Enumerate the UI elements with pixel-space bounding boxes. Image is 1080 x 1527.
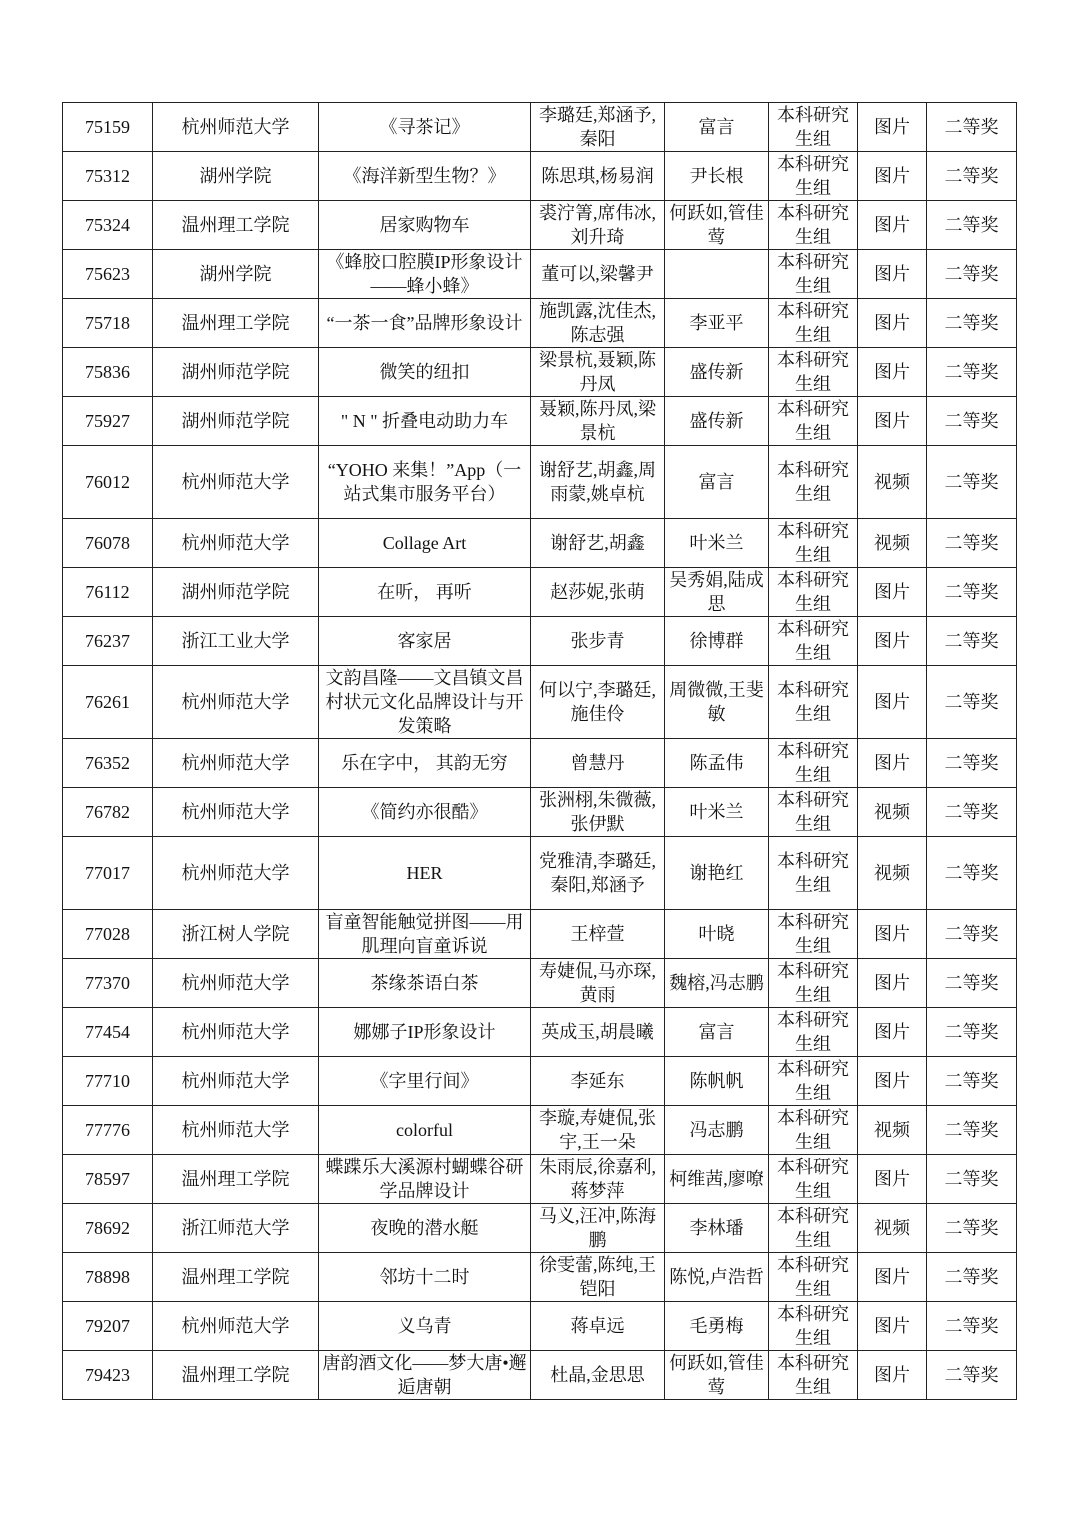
category-cell: 视频 <box>858 1106 927 1155</box>
group-cell: 本科研究生组 <box>769 519 858 568</box>
school-cell: 温州理工学院 <box>153 299 319 348</box>
entry-id-cell: 77028 <box>63 910 153 959</box>
authors-cell: 杜晶,金思思 <box>531 1351 665 1400</box>
table-row <box>63 910 1017 959</box>
advisor-cell <box>665 250 769 299</box>
award-cell: 二等奖 <box>927 1106 1017 1155</box>
entry-id-cell: 75836 <box>63 348 153 397</box>
category-cell: 图片 <box>858 666 927 739</box>
award-cell: 二等奖 <box>927 666 1017 739</box>
school-cell: 湖州师范学院 <box>153 397 319 446</box>
group-cell: 本科研究生组 <box>769 837 858 910</box>
award-cell: 二等奖 <box>927 103 1017 152</box>
category-cell: 视频 <box>858 1204 927 1253</box>
advisor-cell: 盛传新 <box>665 397 769 446</box>
entry-id-cell: 75927 <box>63 397 153 446</box>
category-cell: 图片 <box>858 397 927 446</box>
award-cell: 二等奖 <box>927 739 1017 788</box>
authors-cell: 陈思琪,杨易润 <box>531 152 665 201</box>
entry-id-cell: 76261 <box>63 666 153 739</box>
authors-cell: 张洲栩,朱微薇,张伊默 <box>531 788 665 837</box>
category-cell: 图片 <box>858 1253 927 1302</box>
school-cell: 杭州师范大学 <box>153 739 319 788</box>
award-cell: 二等奖 <box>927 1204 1017 1253</box>
work-title-cell: 居家购物车 <box>319 201 531 250</box>
table-body <box>63 103 1017 1400</box>
table-row <box>63 1253 1017 1302</box>
work-title-cell: 邻坊十二时 <box>319 1253 531 1302</box>
group-cell: 本科研究生组 <box>769 201 858 250</box>
work-title-cell: 乐在字中， 其韵无穷 <box>319 739 531 788</box>
work-title-cell: Collage Art <box>319 519 531 568</box>
work-title-cell: 在听， 再听 <box>319 568 531 617</box>
authors-cell: 徐雯蕾,陈纯,王铠阳 <box>531 1253 665 1302</box>
work-title-cell: 文韵昌隆——文昌镇文昌村状元文化品牌设计与开发策略 <box>319 666 531 739</box>
advisor-cell: 陈孟伟 <box>665 739 769 788</box>
table-row <box>63 959 1017 1008</box>
category-cell: 图片 <box>858 103 927 152</box>
school-cell: 湖州师范学院 <box>153 568 319 617</box>
table-row <box>63 1302 1017 1351</box>
school-cell: 杭州师范大学 <box>153 1057 319 1106</box>
group-cell: 本科研究生组 <box>769 568 858 617</box>
category-cell: 图片 <box>858 152 927 201</box>
entry-id-cell: 76112 <box>63 568 153 617</box>
group-cell: 本科研究生组 <box>769 1302 858 1351</box>
table-row <box>63 1204 1017 1253</box>
advisor-cell: 李林璠 <box>665 1204 769 1253</box>
advisor-cell: 李亚平 <box>665 299 769 348</box>
authors-cell: 谢舒艺,胡鑫,周雨蒙,姚卓杭 <box>531 446 665 519</box>
group-cell: 本科研究生组 <box>769 959 858 1008</box>
entry-id-cell: 77776 <box>63 1106 153 1155</box>
group-cell: 本科研究生组 <box>769 299 858 348</box>
group-cell: 本科研究生组 <box>769 910 858 959</box>
work-title-cell: 夜晚的潜水艇 <box>319 1204 531 1253</box>
work-title-cell: 《简约亦很酷》 <box>319 788 531 837</box>
category-cell: 图片 <box>858 1351 927 1400</box>
advisor-cell: 叶米兰 <box>665 519 769 568</box>
table-row <box>63 1057 1017 1106</box>
authors-cell: 何以宁,李璐廷,施佳伶 <box>531 666 665 739</box>
category-cell: 视频 <box>858 519 927 568</box>
advisor-cell: 何跃如,管佳莺 <box>665 201 769 250</box>
school-cell: 湖州学院 <box>153 250 319 299</box>
work-title-cell: 茶缘茶语白茶 <box>319 959 531 1008</box>
group-cell: 本科研究生组 <box>769 446 858 519</box>
group-cell: 本科研究生组 <box>769 1008 858 1057</box>
group-cell: 本科研究生组 <box>769 1351 858 1400</box>
advisor-cell: 何跃如,管佳莺 <box>665 1351 769 1400</box>
work-title-cell: 微笑的纽扣 <box>319 348 531 397</box>
category-cell: 图片 <box>858 250 927 299</box>
award-cell: 二等奖 <box>927 201 1017 250</box>
award-cell: 二等奖 <box>927 959 1017 1008</box>
award-cell: 二等奖 <box>927 1253 1017 1302</box>
award-cell: 二等奖 <box>927 910 1017 959</box>
group-cell: 本科研究生组 <box>769 1155 858 1204</box>
authors-cell: 李延东 <box>531 1057 665 1106</box>
work-title-cell: 《寻茶记》 <box>319 103 531 152</box>
category-cell: 图片 <box>858 959 927 1008</box>
work-title-cell: 盲童智能触觉拼图——用肌理向盲童诉说 <box>319 910 531 959</box>
school-cell: 杭州师范大学 <box>153 519 319 568</box>
table-row <box>63 1155 1017 1204</box>
school-cell: 杭州师范大学 <box>153 103 319 152</box>
entry-id-cell: 79423 <box>63 1351 153 1400</box>
advisor-cell: 叶米兰 <box>665 788 769 837</box>
table-row <box>63 739 1017 788</box>
work-title-cell: 娜娜子IP形象设计 <box>319 1008 531 1057</box>
table-row <box>63 666 1017 739</box>
entry-id-cell: 75324 <box>63 201 153 250</box>
school-cell: 杭州师范大学 <box>153 446 319 519</box>
table-row <box>63 568 1017 617</box>
group-cell: 本科研究生组 <box>769 152 858 201</box>
category-cell: 图片 <box>858 348 927 397</box>
entry-id-cell: 76012 <box>63 446 153 519</box>
category-cell: 图片 <box>858 739 927 788</box>
advisor-cell: 盛传新 <box>665 348 769 397</box>
authors-cell: 谢舒艺,胡鑫 <box>531 519 665 568</box>
table-row <box>63 519 1017 568</box>
school-cell: 湖州学院 <box>153 152 319 201</box>
group-cell: 本科研究生组 <box>769 617 858 666</box>
advisor-cell: 叶晓 <box>665 910 769 959</box>
table-row <box>63 1008 1017 1057</box>
advisor-cell: 陈帆帆 <box>665 1057 769 1106</box>
category-cell: 视频 <box>858 446 927 519</box>
authors-cell: 聂颖,陈丹凤,梁景杭 <box>531 397 665 446</box>
award-cell: 二等奖 <box>927 1155 1017 1204</box>
work-title-cell: 蝶蹀乐大溪源村蝴蝶谷研学品牌设计 <box>319 1155 531 1204</box>
table-row <box>63 103 1017 152</box>
advisor-cell: 陈悦,卢浩哲 <box>665 1253 769 1302</box>
school-cell: 温州理工学院 <box>153 1351 319 1400</box>
authors-cell: 朱雨辰,徐嘉利,蒋梦萍 <box>531 1155 665 1204</box>
school-cell: 杭州师范大学 <box>153 959 319 1008</box>
table-row <box>63 788 1017 837</box>
school-cell: 杭州师范大学 <box>153 837 319 910</box>
school-cell: 湖州师范学院 <box>153 348 319 397</box>
category-cell: 图片 <box>858 617 927 666</box>
school-cell: 杭州师范大学 <box>153 1302 319 1351</box>
entry-id-cell: 75159 <box>63 103 153 152</box>
entry-id-cell: 78597 <box>63 1155 153 1204</box>
work-title-cell: 《海洋新型生物？》 <box>319 152 531 201</box>
authors-cell: 寿婕侃,马亦琛,黄雨 <box>531 959 665 1008</box>
authors-cell: 施凯露,沈佳杰,陈志强 <box>531 299 665 348</box>
category-cell: 图片 <box>858 201 927 250</box>
group-cell: 本科研究生组 <box>769 788 858 837</box>
advisor-cell: 吴秀娟,陆成思 <box>665 568 769 617</box>
authors-cell: 英成玉,胡晨曦 <box>531 1008 665 1057</box>
advisor-cell: 富言 <box>665 103 769 152</box>
entry-id-cell: 75623 <box>63 250 153 299</box>
school-cell: 杭州师范大学 <box>153 1106 319 1155</box>
table-row <box>63 617 1017 666</box>
award-cell: 二等奖 <box>927 1057 1017 1106</box>
entry-id-cell: 78692 <box>63 1204 153 1253</box>
entry-id-cell: 76237 <box>63 617 153 666</box>
group-cell: 本科研究生组 <box>769 1106 858 1155</box>
work-title-cell: “YOHO 来集！”App（一站式集市服务平台） <box>319 446 531 519</box>
table-row <box>63 837 1017 910</box>
entry-id-cell: 77017 <box>63 837 153 910</box>
authors-cell: 李璇,寿婕侃,张宇,王一朵 <box>531 1106 665 1155</box>
entry-id-cell: 79207 <box>63 1302 153 1351</box>
category-cell: 图片 <box>858 1155 927 1204</box>
entry-id-cell: 76352 <box>63 739 153 788</box>
authors-cell: 党雅清,李璐廷,秦阳,郑涵予 <box>531 837 665 910</box>
work-title-cell: 《蜂胶口腔膜IP形象设计——蜂小蜂》 <box>319 250 531 299</box>
table-row <box>63 348 1017 397</box>
award-cell: 二等奖 <box>927 1351 1017 1400</box>
award-cell: 二等奖 <box>927 299 1017 348</box>
awards-table <box>62 102 1017 1400</box>
school-cell: 浙江树人学院 <box>153 910 319 959</box>
award-cell: 二等奖 <box>927 519 1017 568</box>
advisor-cell: 魏榕,冯志鹏 <box>665 959 769 1008</box>
entry-id-cell: 78898 <box>63 1253 153 1302</box>
table-row <box>63 250 1017 299</box>
authors-cell: 李璐廷,郑涵予,秦阳 <box>531 103 665 152</box>
authors-cell: 梁景杭,聂颖,陈丹凤 <box>531 348 665 397</box>
award-cell: 二等奖 <box>927 788 1017 837</box>
award-cell: 二等奖 <box>927 152 1017 201</box>
authors-cell: 裘泞箐,席伟冰,刘升琦 <box>531 201 665 250</box>
school-cell: 杭州师范大学 <box>153 1008 319 1057</box>
category-cell: 图片 <box>858 1302 927 1351</box>
school-cell: 杭州师范大学 <box>153 788 319 837</box>
award-cell: 二等奖 <box>927 568 1017 617</box>
group-cell: 本科研究生组 <box>769 1057 858 1106</box>
work-title-cell: 《字里行间》 <box>319 1057 531 1106</box>
advisor-cell: 谢艳红 <box>665 837 769 910</box>
award-cell: 二等奖 <box>927 397 1017 446</box>
award-cell: 二等奖 <box>927 250 1017 299</box>
work-title-cell: 唐韵酒文化——梦大唐•邂逅唐朝 <box>319 1351 531 1400</box>
work-title-cell: colorful <box>319 1106 531 1155</box>
entry-id-cell: 75312 <box>63 152 153 201</box>
entry-id-cell: 76782 <box>63 788 153 837</box>
advisor-cell: 毛勇梅 <box>665 1302 769 1351</box>
advisor-cell: 徐博群 <box>665 617 769 666</box>
group-cell: 本科研究生组 <box>769 739 858 788</box>
advisor-cell: 柯维茜,廖嘹 <box>665 1155 769 1204</box>
advisor-cell: 富言 <box>665 1008 769 1057</box>
table-row <box>63 299 1017 348</box>
group-cell: 本科研究生组 <box>769 397 858 446</box>
work-title-cell: HER <box>319 837 531 910</box>
advisor-cell: 冯志鹏 <box>665 1106 769 1155</box>
advisor-cell: 周微微,王斐敏 <box>665 666 769 739</box>
authors-cell: 蒋卓远 <box>531 1302 665 1351</box>
table-row <box>63 1106 1017 1155</box>
entry-id-cell: 77370 <box>63 959 153 1008</box>
work-title-cell: " N " 折叠电动助力车 <box>319 397 531 446</box>
award-cell: 二等奖 <box>927 446 1017 519</box>
table-row <box>63 397 1017 446</box>
award-cell: 二等奖 <box>927 1302 1017 1351</box>
category-cell: 图片 <box>858 299 927 348</box>
work-title-cell: 客家居 <box>319 617 531 666</box>
advisor-cell: 富言 <box>665 446 769 519</box>
authors-cell: 张步青 <box>531 617 665 666</box>
advisor-cell: 尹长根 <box>665 152 769 201</box>
group-cell: 本科研究生组 <box>769 250 858 299</box>
school-cell: 浙江师范大学 <box>153 1204 319 1253</box>
group-cell: 本科研究生组 <box>769 103 858 152</box>
work-title-cell: 义乌青 <box>319 1302 531 1351</box>
school-cell: 浙江工业大学 <box>153 617 319 666</box>
category-cell: 图片 <box>858 910 927 959</box>
school-cell: 温州理工学院 <box>153 201 319 250</box>
entry-id-cell: 75718 <box>63 299 153 348</box>
category-cell: 图片 <box>858 568 927 617</box>
category-cell: 图片 <box>858 1057 927 1106</box>
entry-id-cell: 77710 <box>63 1057 153 1106</box>
group-cell: 本科研究生组 <box>769 1204 858 1253</box>
school-cell: 温州理工学院 <box>153 1253 319 1302</box>
award-cell: 二等奖 <box>927 837 1017 910</box>
entry-id-cell: 76078 <box>63 519 153 568</box>
award-cell: 二等奖 <box>927 1008 1017 1057</box>
authors-cell: 马义,汪冲,陈海鹏 <box>531 1204 665 1253</box>
table-row <box>63 1351 1017 1400</box>
group-cell: 本科研究生组 <box>769 348 858 397</box>
group-cell: 本科研究生组 <box>769 1253 858 1302</box>
entry-id-cell: 77454 <box>63 1008 153 1057</box>
authors-cell: 王梓萱 <box>531 910 665 959</box>
award-cell: 二等奖 <box>927 348 1017 397</box>
table-row <box>63 446 1017 519</box>
table-row <box>63 201 1017 250</box>
award-cell: 二等奖 <box>927 617 1017 666</box>
table-row <box>63 152 1017 201</box>
school-cell: 温州理工学院 <box>153 1155 319 1204</box>
authors-cell: 董可以,梁馨尹 <box>531 250 665 299</box>
authors-cell: 赵莎妮,张萌 <box>531 568 665 617</box>
authors-cell: 曾慧丹 <box>531 739 665 788</box>
category-cell: 图片 <box>858 1008 927 1057</box>
work-title-cell: “一茶一食”品牌形象设计 <box>319 299 531 348</box>
school-cell: 杭州师范大学 <box>153 666 319 739</box>
category-cell: 视频 <box>858 837 927 910</box>
group-cell: 本科研究生组 <box>769 666 858 739</box>
category-cell: 视频 <box>858 788 927 837</box>
